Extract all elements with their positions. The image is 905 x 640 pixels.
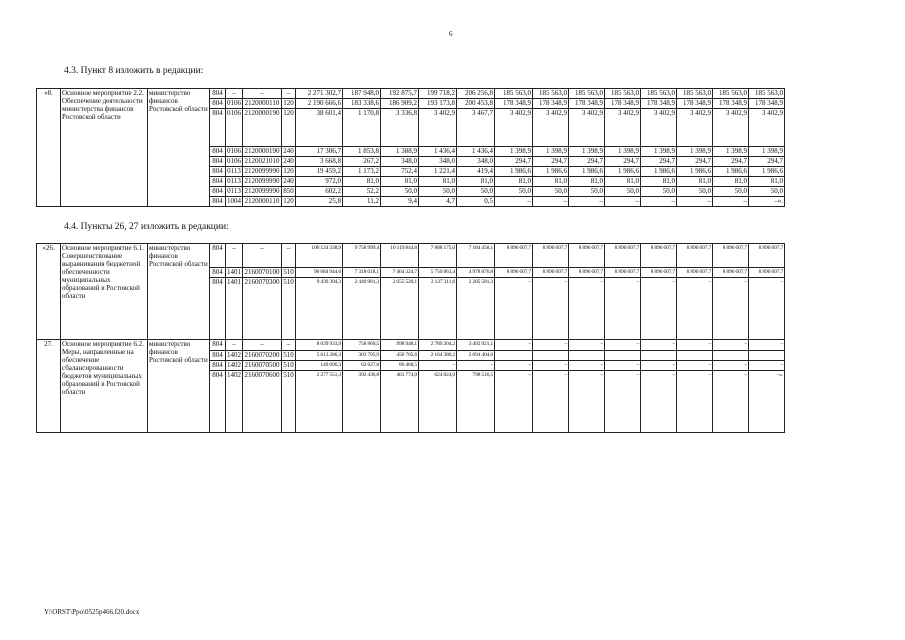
amount-cell: 1 853,8 xyxy=(343,147,381,157)
item-name: Основное мероприятие 6.1. Совершенствование выравнивания бюджетной обеспеченности муниципальных образований в Ростовской области xyxy=(61,244,148,340)
amount-cell: 1 398,9 xyxy=(641,147,677,157)
amount-cell: 8 896 607,7 xyxy=(533,244,569,268)
amount-cell: 187 948,0 xyxy=(343,89,381,99)
item-number: «8. xyxy=(37,89,61,207)
rzpr-code: 1402 xyxy=(227,361,241,369)
amount-cell: – xyxy=(457,361,495,371)
amount-cell xyxy=(641,351,677,361)
amount-cell xyxy=(569,351,605,361)
page-number: 6 xyxy=(449,30,453,38)
amount-cell: 8 896 607,7 xyxy=(495,244,533,268)
amount-cell: – xyxy=(713,361,749,371)
amount-cell: 2 271 302,7 xyxy=(296,89,343,99)
amount-cell: 86 468,5 xyxy=(381,361,419,371)
table-item-8 xyxy=(36,88,785,207)
grbs-code: 804 xyxy=(210,197,226,207)
amount-cell: 461 774,0 xyxy=(381,371,419,433)
amount-cell: 294,7 xyxy=(641,157,677,167)
file-path-footer: Y:\ORST\Ppo\0525p466.f20.docx xyxy=(44,608,140,616)
grbs-code: 804 xyxy=(210,371,226,433)
csr-code: 2160070300 xyxy=(243,278,282,340)
vr-code: 850 xyxy=(283,187,294,195)
rzpr-code: 0113 xyxy=(227,187,241,195)
amount-cell: 2 789 204,2 xyxy=(419,340,457,351)
amount-cell: 7 888 175,0 xyxy=(419,244,457,268)
amount-cell: 185 563,0 xyxy=(569,89,605,99)
amount-cell: 81,0 xyxy=(569,177,605,187)
amount-cell: 758 860,5 xyxy=(343,340,381,351)
rzpr-code: 0113 xyxy=(227,177,241,185)
amount-cell: 183 338,6 xyxy=(343,99,381,109)
table-row xyxy=(37,340,785,351)
amount-cell: – xyxy=(713,197,749,207)
amount-cell: 294,7 xyxy=(749,157,785,167)
amount-cell: 8 896 607,7 xyxy=(605,268,641,278)
rzpr-code: 1401 xyxy=(227,268,241,276)
amount-cell: – xyxy=(569,340,605,351)
amount-cell: 1 986,6 xyxy=(495,167,533,177)
rzpr-code: 1402 xyxy=(226,371,243,433)
amount-cell: – xyxy=(677,278,713,340)
csr-code: 2120021010 xyxy=(244,157,280,165)
vr-code: 510 xyxy=(283,268,294,276)
amount-cell: 178 348,9 xyxy=(495,99,533,109)
rzpr-code: 1004 xyxy=(227,197,241,205)
amount-cell: – xyxy=(641,361,677,371)
amount-cell: 1 986,6 xyxy=(605,167,641,177)
amount-cell: – xyxy=(713,278,749,340)
amount-cell: 1 986,6 xyxy=(569,167,605,177)
vr-code: 510 xyxy=(283,361,294,369)
amount-cell: 185 563,0 xyxy=(677,89,713,99)
item-executor: министерство финансов Ростовской области xyxy=(148,89,210,207)
amount-cell: 185 563,0 xyxy=(495,89,533,99)
amount-cell: 81,0 xyxy=(495,177,533,187)
grbs-code: 804 xyxy=(210,109,226,147)
amount-cell: – xyxy=(419,361,457,371)
amount-cell: 8 896 607,7 xyxy=(569,268,605,278)
amount-cell: – xyxy=(495,278,533,340)
csr-code: 2120000110 xyxy=(243,197,282,207)
amount-cell: 2 655 520,1 xyxy=(381,278,419,340)
amount-cell: 185 563,0 xyxy=(605,89,641,99)
vr-code: 510 xyxy=(282,278,296,340)
grbs-code: 804 xyxy=(210,89,226,99)
csr-code: 2160070100 xyxy=(244,268,280,276)
amount-cell: 149 096,3 xyxy=(296,361,343,371)
amount-cell: 294,7 xyxy=(713,157,749,167)
amount-cell: 1 436,4 xyxy=(419,147,457,157)
amount-cell: 178 348,9 xyxy=(749,99,785,109)
amount-cell: 185 563,0 xyxy=(749,89,785,99)
rzpr-code: – xyxy=(226,244,243,268)
csr-code: 2120099990 xyxy=(244,187,280,195)
amount-cell: 8 896 607,7 xyxy=(533,268,569,278)
amount-cell: 1 398,9 xyxy=(713,147,749,157)
amount-cell: 178 348,9 xyxy=(533,99,569,109)
amount-cell: 1 398,9 xyxy=(605,147,641,157)
amount-cell: – xyxy=(569,361,605,371)
grbs-code: 804 xyxy=(210,278,226,340)
grbs-code: 804 xyxy=(210,157,226,167)
vr-code: – xyxy=(282,244,296,268)
vr-code: – xyxy=(282,340,296,351)
amount-cell: – xyxy=(605,361,641,371)
amount-cell: 10 119 844,8 xyxy=(381,244,419,268)
amount-cell: 1 436,4 xyxy=(457,147,495,157)
amount-cell: 96 684 944,6 xyxy=(296,268,343,278)
amount-cell: 81,0 xyxy=(419,177,457,187)
amount-cell: 3 668,8 xyxy=(296,157,343,167)
rzpr-code: 0106 xyxy=(227,157,241,165)
vr-code: 510 xyxy=(282,371,296,433)
amount-cell: 3 402,9 xyxy=(569,109,605,147)
amount-cell: 186 909,2 xyxy=(381,99,419,109)
amount-cell: 50,0 xyxy=(419,187,457,197)
csr-code: 2120000110 xyxy=(243,99,282,109)
table-row xyxy=(37,244,785,268)
amount-cell: – xyxy=(641,197,677,207)
amount-cell: 3 467,7 xyxy=(457,109,495,147)
csr-code: 2120099990 xyxy=(244,177,280,185)
amount-cell: 1 170,8 xyxy=(343,109,381,147)
amount-cell: 7 184 458,1 xyxy=(457,244,495,268)
amount-cell: 4,7 xyxy=(419,197,457,207)
amount-cell: 1 398,9 xyxy=(749,147,785,157)
grbs-code: 804 xyxy=(210,177,226,187)
amount-cell: 193 173,8 xyxy=(419,99,457,109)
amount-cell: 50,0 xyxy=(749,187,785,197)
amount-cell: 8 896 607,7 xyxy=(569,244,605,268)
amount-cell: 178 348,9 xyxy=(605,99,641,109)
grbs-code: 804 xyxy=(210,268,226,278)
amount-cell: – xyxy=(605,278,641,340)
amount-cell: – xyxy=(569,371,605,433)
item-name: Основное мероприятие 6.2. Меры, направленные на обеспечение сбалансированности бюджетов муниципальных образований в Ростовской области xyxy=(61,340,148,433)
amount-cell: 50,0 xyxy=(533,187,569,197)
amount-cell: – xyxy=(605,371,641,433)
amount-cell: 38 601,4 xyxy=(296,109,343,147)
amount-cell: 1 986,6 xyxy=(677,167,713,177)
vr-code: 120 xyxy=(282,109,296,147)
csr-code: – xyxy=(243,340,282,351)
amount-cell: – xyxy=(749,278,785,340)
amount-cell: – xyxy=(677,197,713,207)
amount-cell: 185 563,0 xyxy=(713,89,749,99)
amount-cell: – xyxy=(605,197,641,207)
item-number: 27. xyxy=(37,340,61,433)
amount-cell: – xyxy=(533,340,569,351)
amount-cell: 294,7 xyxy=(533,157,569,167)
amount-cell: 2 164 380,2 xyxy=(419,351,457,361)
amount-cell xyxy=(605,351,641,361)
grbs-code: 804 xyxy=(210,244,226,268)
amount-cell: 81,0 xyxy=(605,177,641,187)
amount-cell: 9 758 999,4 xyxy=(343,244,381,268)
amount-cell: – xyxy=(641,278,677,340)
amount-cell: – xyxy=(713,340,749,351)
amount-cell: 50,0 xyxy=(713,187,749,197)
amount-cell: – xyxy=(605,340,641,351)
amount-cell: 81,0 xyxy=(749,177,785,187)
amount-cell: 1 398,9 xyxy=(533,147,569,157)
grbs-code: 804 xyxy=(210,187,226,197)
amount-cell xyxy=(677,351,713,361)
amount-cell: – xyxy=(749,340,785,351)
amount-cell: 199 718,2 xyxy=(419,89,457,99)
amount-cell: 8 896 607,7 xyxy=(749,268,785,278)
amount-cell: 8 896 607,7 xyxy=(641,244,677,268)
table-row xyxy=(37,89,785,99)
amount-cell: 348,0 xyxy=(457,157,495,167)
amount-cell: – xyxy=(641,371,677,433)
csr-code: 2160070500 xyxy=(244,361,280,369)
amount-cell xyxy=(533,351,569,361)
vr-code: 240 xyxy=(283,147,294,155)
amount-cell: 624 824,0 xyxy=(419,371,457,433)
amount-cell: – xyxy=(533,361,569,371)
amount-cell: 294,7 xyxy=(677,157,713,167)
amount-cell: 1 986,6 xyxy=(533,167,569,177)
amount-cell: 17 306,7 xyxy=(296,147,343,157)
amount-cell: 798 516,5 xyxy=(457,371,495,433)
csr-code: – xyxy=(243,244,282,268)
amount-cell: 8 039 933,9 xyxy=(296,340,343,351)
amount-cell: 3 402,9 xyxy=(419,109,457,147)
amount-cell: 81,0 xyxy=(457,177,495,187)
rzpr-code: – xyxy=(226,89,243,99)
amount-cell: 3 402,9 xyxy=(713,109,749,147)
amount-cell: – xyxy=(495,340,533,351)
amount-cell: – xyxy=(749,361,785,371)
rzpr-code: 0106 xyxy=(227,99,241,107)
amount-cell: 8 896 607,7 xyxy=(713,244,749,268)
amount-cell: 9 439 394,3 xyxy=(296,278,343,340)
amount-cell: – xyxy=(677,371,713,433)
grbs-code: 804 xyxy=(210,340,226,351)
amount-cell: 450 705,6 xyxy=(381,351,419,361)
amount-cell: 3 402,9 xyxy=(605,109,641,147)
amount-cell: 81,0 xyxy=(677,177,713,187)
item-executor: министерство финансов Ростовской области xyxy=(148,244,210,340)
amount-cell: 8 896 607,7 xyxy=(641,268,677,278)
amount-cell: 50,0 xyxy=(641,187,677,197)
amount-cell: 2 440 981,3 xyxy=(343,278,381,340)
amount-cell: 752,4 xyxy=(381,167,419,177)
amount-cell: 52,2 xyxy=(343,187,381,197)
csr-code: 2160070600 xyxy=(243,371,282,433)
amount-cell: –». xyxy=(749,371,785,433)
amount-cell: 2 694 404,6 xyxy=(457,351,495,361)
amount-cell: 1 221,4 xyxy=(419,167,457,177)
grbs-code: 804 xyxy=(210,167,226,177)
amount-cell: 8 896 607,7 xyxy=(713,268,749,278)
rzpr-code: 0113 xyxy=(227,167,241,175)
amount-cell: – xyxy=(677,340,713,351)
item-name: Основное мероприятие 2.2. Обеспечение деятельности министерства финансов Ростовской области xyxy=(61,89,148,207)
amount-cell: 3 402,9 xyxy=(533,109,569,147)
amount-cell: 200 453,8 xyxy=(457,99,495,109)
vr-code: 510 xyxy=(283,351,294,359)
rzpr-code: – xyxy=(226,340,243,351)
amount-cell: 19 459,2 xyxy=(296,167,343,177)
grbs-code: 804 xyxy=(210,361,226,371)
grbs-code: 804 xyxy=(210,147,226,157)
amount-cell: 2 205 581,3 xyxy=(457,278,495,340)
amount-cell: 3 402,9 xyxy=(495,109,533,147)
amount-cell: 185 563,0 xyxy=(533,89,569,99)
rzpr-code: 0106 xyxy=(227,147,241,155)
amount-cell: 8 896 607,7 xyxy=(749,244,785,268)
vr-code: – xyxy=(282,89,296,99)
amount-cell: 303 795,9 xyxy=(343,351,381,361)
amount-cell: 81,0 xyxy=(641,177,677,187)
amount-cell: 8 896 607,7 xyxy=(677,268,713,278)
csr-code: 2120000190 xyxy=(244,147,280,155)
amount-cell: 192 875,7 xyxy=(381,89,419,99)
amount-cell: 1 398,9 xyxy=(569,147,605,157)
amount-cell: 1 986,6 xyxy=(641,167,677,177)
amount-cell: 81,0 xyxy=(533,177,569,187)
amount-cell: 50,0 xyxy=(605,187,641,197)
vr-code: 120 xyxy=(283,99,294,107)
amount-cell: 294,7 xyxy=(569,157,605,167)
table-items-26-27 xyxy=(36,243,785,433)
amount-cell: – xyxy=(641,340,677,351)
amount-cell: 1 986,6 xyxy=(749,167,785,177)
grbs-code: 804 xyxy=(210,351,226,361)
amount-cell: 348,0 xyxy=(381,157,419,167)
amount-cell: 2 190 666,6 xyxy=(296,99,343,109)
amount-cell: – xyxy=(533,197,569,207)
amount-cell: – xyxy=(569,278,605,340)
amount-cell: 2 277 551,3 xyxy=(296,371,343,433)
amount-cell xyxy=(749,351,785,361)
item-number: «26. xyxy=(37,244,61,340)
amount-cell: 178 348,9 xyxy=(677,99,713,109)
amount-cell: 348,0 xyxy=(419,157,457,167)
amount-cell: – xyxy=(495,371,533,433)
amount-cell: 3 402,9 xyxy=(749,109,785,147)
amount-cell: 25,8 xyxy=(296,197,343,207)
amount-cell: 11,2 xyxy=(343,197,381,207)
csr-code: 2120099990 xyxy=(244,167,280,175)
amount-cell: 7 318 018,1 xyxy=(343,268,381,278)
amount-cell: 0,5 xyxy=(457,197,495,207)
amount-cell: 178 348,9 xyxy=(569,99,605,109)
amount-cell: 8 896 607,7 xyxy=(605,244,641,268)
vr-code: 120 xyxy=(283,167,294,175)
csr-code: 2120000190 xyxy=(243,109,282,147)
amount-cell: 206 256,8 xyxy=(457,89,495,99)
amount-cell: 50,0 xyxy=(569,187,605,197)
amount-cell: 1 173,2 xyxy=(343,167,381,177)
amount-cell: 1 388,9 xyxy=(381,147,419,157)
section-heading-4-4: 4.4. Пункты 26, 27 изложить в редакции: xyxy=(64,222,229,232)
amount-cell: 3 492 921,1 xyxy=(457,340,495,351)
amount-cell: 4 978 876,8 xyxy=(457,268,495,278)
amount-cell: 267,2 xyxy=(343,157,381,167)
rzpr-code: 1402 xyxy=(227,351,241,359)
amount-cell: 7 464 324,7 xyxy=(381,268,419,278)
amount-cell: – xyxy=(713,371,749,433)
amount-cell: 81,0 xyxy=(343,177,381,187)
amount-cell: – xyxy=(677,361,713,371)
amount-cell: 294,7 xyxy=(605,157,641,167)
amount-cell xyxy=(713,351,749,361)
amount-cell: 1 398,9 xyxy=(677,147,713,157)
vr-code: 240 xyxy=(283,177,294,185)
item-executor: министерство финансов Ростовской области xyxy=(148,340,210,433)
vr-code: 240 xyxy=(283,157,294,165)
vr-code: 120 xyxy=(283,197,294,205)
amount-cell: 62 627,8 xyxy=(343,361,381,371)
amount-cell: 998 948,1 xyxy=(381,340,419,351)
amount-cell: – xyxy=(495,361,533,371)
amount-cell: 50,0 xyxy=(495,187,533,197)
rzpr-code: 0106 xyxy=(226,109,243,147)
amount-cell: 5 750 863,4 xyxy=(419,268,457,278)
amount-cell: 392 436,8 xyxy=(343,371,381,433)
csr-code: 2160070200 xyxy=(244,351,280,359)
amount-cell: 8 896 607,7 xyxy=(495,268,533,278)
amount-cell: 106 124 338,9 xyxy=(296,244,343,268)
amount-cell: 9,4 xyxy=(381,197,419,207)
amount-cell: 50,0 xyxy=(381,187,419,197)
amount-cell: 81,0 xyxy=(713,177,749,187)
amount-cell: – xyxy=(533,371,569,433)
amount-cell: 50,0 xyxy=(677,187,713,197)
amount-cell: –». xyxy=(749,197,785,207)
amount-cell: 1 398,9 xyxy=(495,147,533,157)
amount-cell: 602,2 xyxy=(296,187,343,197)
amount-cell: 294,7 xyxy=(495,157,533,167)
amount-cell: 2 137 311,6 xyxy=(419,278,457,340)
amount-cell: – xyxy=(569,197,605,207)
amount-cell: 3 402,9 xyxy=(677,109,713,147)
amount-cell: 178 348,9 xyxy=(713,99,749,109)
amount-cell: – xyxy=(533,278,569,340)
amount-cell: 8 896 607,7 xyxy=(677,244,713,268)
amount-cell: 3 402,9 xyxy=(641,109,677,147)
amount-cell: 185 563,0 xyxy=(641,89,677,99)
amount-cell: 81,0 xyxy=(381,177,419,187)
amount-cell: 419,4 xyxy=(457,167,495,177)
section-heading-4-3: 4.3. Пункт 8 изложить в редакции: xyxy=(64,66,204,76)
rzpr-code: 1401 xyxy=(226,278,243,340)
amount-cell: 1 986,6 xyxy=(713,167,749,177)
amount-cell: 3 336,8 xyxy=(381,109,419,147)
amount-cell xyxy=(495,351,533,361)
amount-cell: 178 348,9 xyxy=(641,99,677,109)
amount-cell: – xyxy=(495,197,533,207)
amount-cell: 972,0 xyxy=(296,177,343,187)
amount-cell: 50,0 xyxy=(457,187,495,197)
csr-code: – xyxy=(243,89,282,99)
grbs-code: 804 xyxy=(210,99,226,109)
amount-cell: 5 613 286,3 xyxy=(296,351,343,361)
